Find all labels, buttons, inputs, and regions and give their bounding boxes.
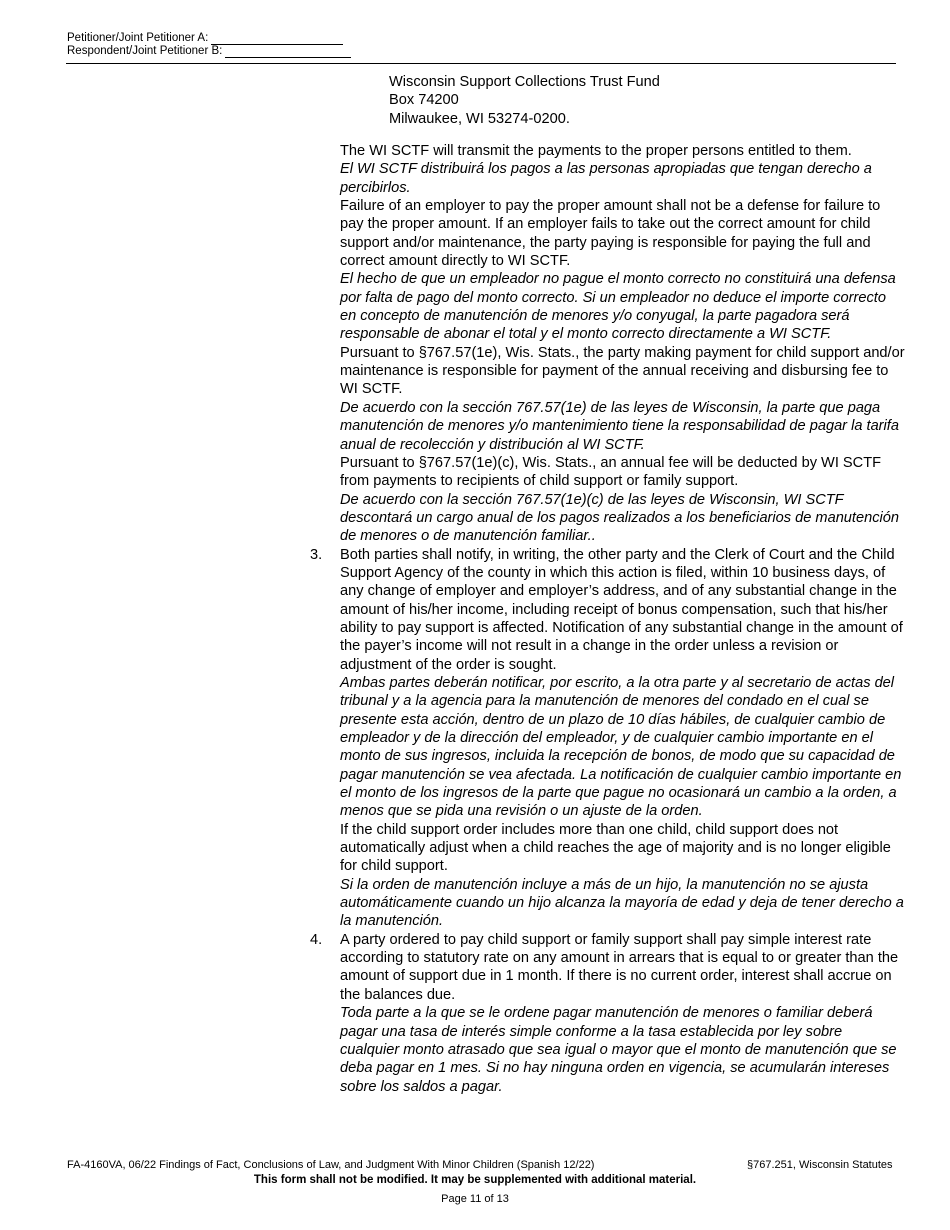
modification-notice: This form shall not be modified. It may be supplemented with additional material.	[253, 1174, 697, 1186]
multiple-children-en: If the child support order includes more than one child, child support does not automatically adjust when a child reaches the age of majority and is no longer eligible for child support.	[340, 821, 891, 875]
statute-reference: §767.251, Wisconsin Statutes	[747, 1159, 893, 1171]
address-line-2: Box 74200	[389, 92, 459, 109]
annual-fee-recipient-es: De acuerdo con la sección 767.57(1e)(c) de las leyes de Wisconsin, WI SCTF descontará un cargo anual de los pagos realizados a los beneficiarios de manutención de menores o de manutención familiar..	[340, 491, 899, 545]
payment-transmit-es: El WI SCTF distribuirá los pagos a las personas apropiadas que tengan derecho a percibirlos.	[340, 161, 872, 196]
address-line-3: Milwaukee, WI 53274-0200.	[389, 110, 570, 127]
notify-change-en: Both parties shall notify, in writing, the other party and the Clerk of Court and the Child Support Agency of the county in which this action is filed, within 10 business days, of any change of employer and employer’s address, and of any substantial change in the amount of his/her income, including receipt of bonus compensation, such that his/her ability to pay support is affected. Notification of any substantial change in the amount of the payer’s income will not result in a change in the order unless a revision or adjustment of the order is sought.	[340, 546, 903, 673]
respondent-name-field[interactable]	[225, 46, 351, 58]
item-number: 3.	[310, 546, 323, 563]
mailing-address	[389, 73, 660, 128]
employer-failure-en: Failure of an employer to pay the proper amount shall not be a defense for failure to pay the proper amount. If an employer fails to take out the correct amount for child support and/or maintenance, the party paying is responsible for paying the full and correct amount directly to WI SCTF.	[340, 198, 881, 270]
numbered-item-3	[310, 546, 905, 931]
multiple-children-es: Si la orden de manutención incluye a más de un hijo, la manutención no se ajusta automáticamente cuando un hijo alcanza la mayoría de edad y deja de tener derecho a la manutención.	[340, 876, 904, 930]
page-number: Page 11 of 13	[441, 1193, 509, 1205]
petitioner-name-field[interactable]	[211, 33, 343, 45]
notify-change-es: Ambas partes deberán notificar, por escrito, a la otra parte y al secretario de actas del tribunal y a la agencia para la manutención de menores del condado en el cual se presente esta acción, dentro de un plazo de 10 días hábiles, de cualquier cambio de empleador y de la dirección del empleador, y de cualquier cambio importante en el monto de sus ingresos, incluida la recepción de bonos, de modo que su capacidad de pagar manutención se vea afectada. La notificación de cualquier cambio importante en el monto de los ingresos de la parte que pague no ocasionará un cambio a la orden, a menos que se pida una revisión o un ajuste de la orden.	[340, 674, 902, 820]
item-number: 4.	[310, 931, 323, 948]
annual-fee-payer-en: Pursuant to §767.57(1e), Wis. Stats., the party making payment for child support and/or maintenance is responsible for payment of the annual receiving and disbursing fee to WI SCTF.	[340, 344, 905, 398]
interest-arrears-en: A party ordered to pay child support or family support shall pay simple interest rate according to statutory rate on any amount in arrears that is equal to or greater than the amount of support due in 1 month. If there is no current order, interest shall accrue on the balances due.	[340, 931, 899, 1003]
petitioner-label: Petitioner/Joint Petitioner A:	[67, 32, 209, 44]
header-divider	[66, 63, 896, 64]
form-identifier: FA-4160VA, 06/22 Findings of Fact, Conclusions of Law, and Judgment With Minor Children (Spanish 12/22)	[67, 1159, 595, 1171]
employer-failure-es: El hecho de que un empleador no pague el monto correcto no constituirá una defensa por falta de pago del monto correcto. Si un empleador no deduce el importe correcto en concepto de manutención de menores y/o conyugal, la parte pagadora será responsable de abonar el total y el monto correcto directamente a WI SCTF.	[340, 271, 896, 343]
address-line-1: Wisconsin Support Collections Trust Fund	[389, 74, 660, 90]
respondent-row	[67, 45, 351, 58]
numbered-item-4	[310, 931, 905, 1096]
annual-fee-recipient-en: Pursuant to §767.57(1e)(c), Wis. Stats., an annual fee will be deducted by WI SCTF from payments to recipients of child support or family support.	[340, 454, 882, 490]
respondent-label: Respondent/Joint Petitioner B:	[67, 45, 223, 57]
petitioner-row	[67, 32, 351, 45]
case-header	[67, 32, 351, 58]
annual-fee-payer-es: De acuerdo con la sección 767.57(1e) de las leyes de Wisconsin, la parte que paga manutención de menores y/o mantenimiento tiene la responsabilidad de pagar la tarifa anual de recolección y distribución al WI SCTF.	[340, 399, 899, 453]
document-body	[310, 142, 905, 1096]
interest-arrears-es: Toda parte a la que se le ordene pagar manutención de menores o familiar deberá pagar una tasa de interés simple conforme a la tasa establecida por ley sobre cualquier monto atrasado que sea igual o mayor que el monto de manutención que se deba pagar en 1 mes. Si no hay ninguna orden en vigencia, se acumularán intereses sobre los saldos a pagar.	[340, 1005, 897, 1095]
payment-transmit-en: The WI SCTF will transmit the payments to the proper persons entitled to them.	[340, 143, 852, 159]
